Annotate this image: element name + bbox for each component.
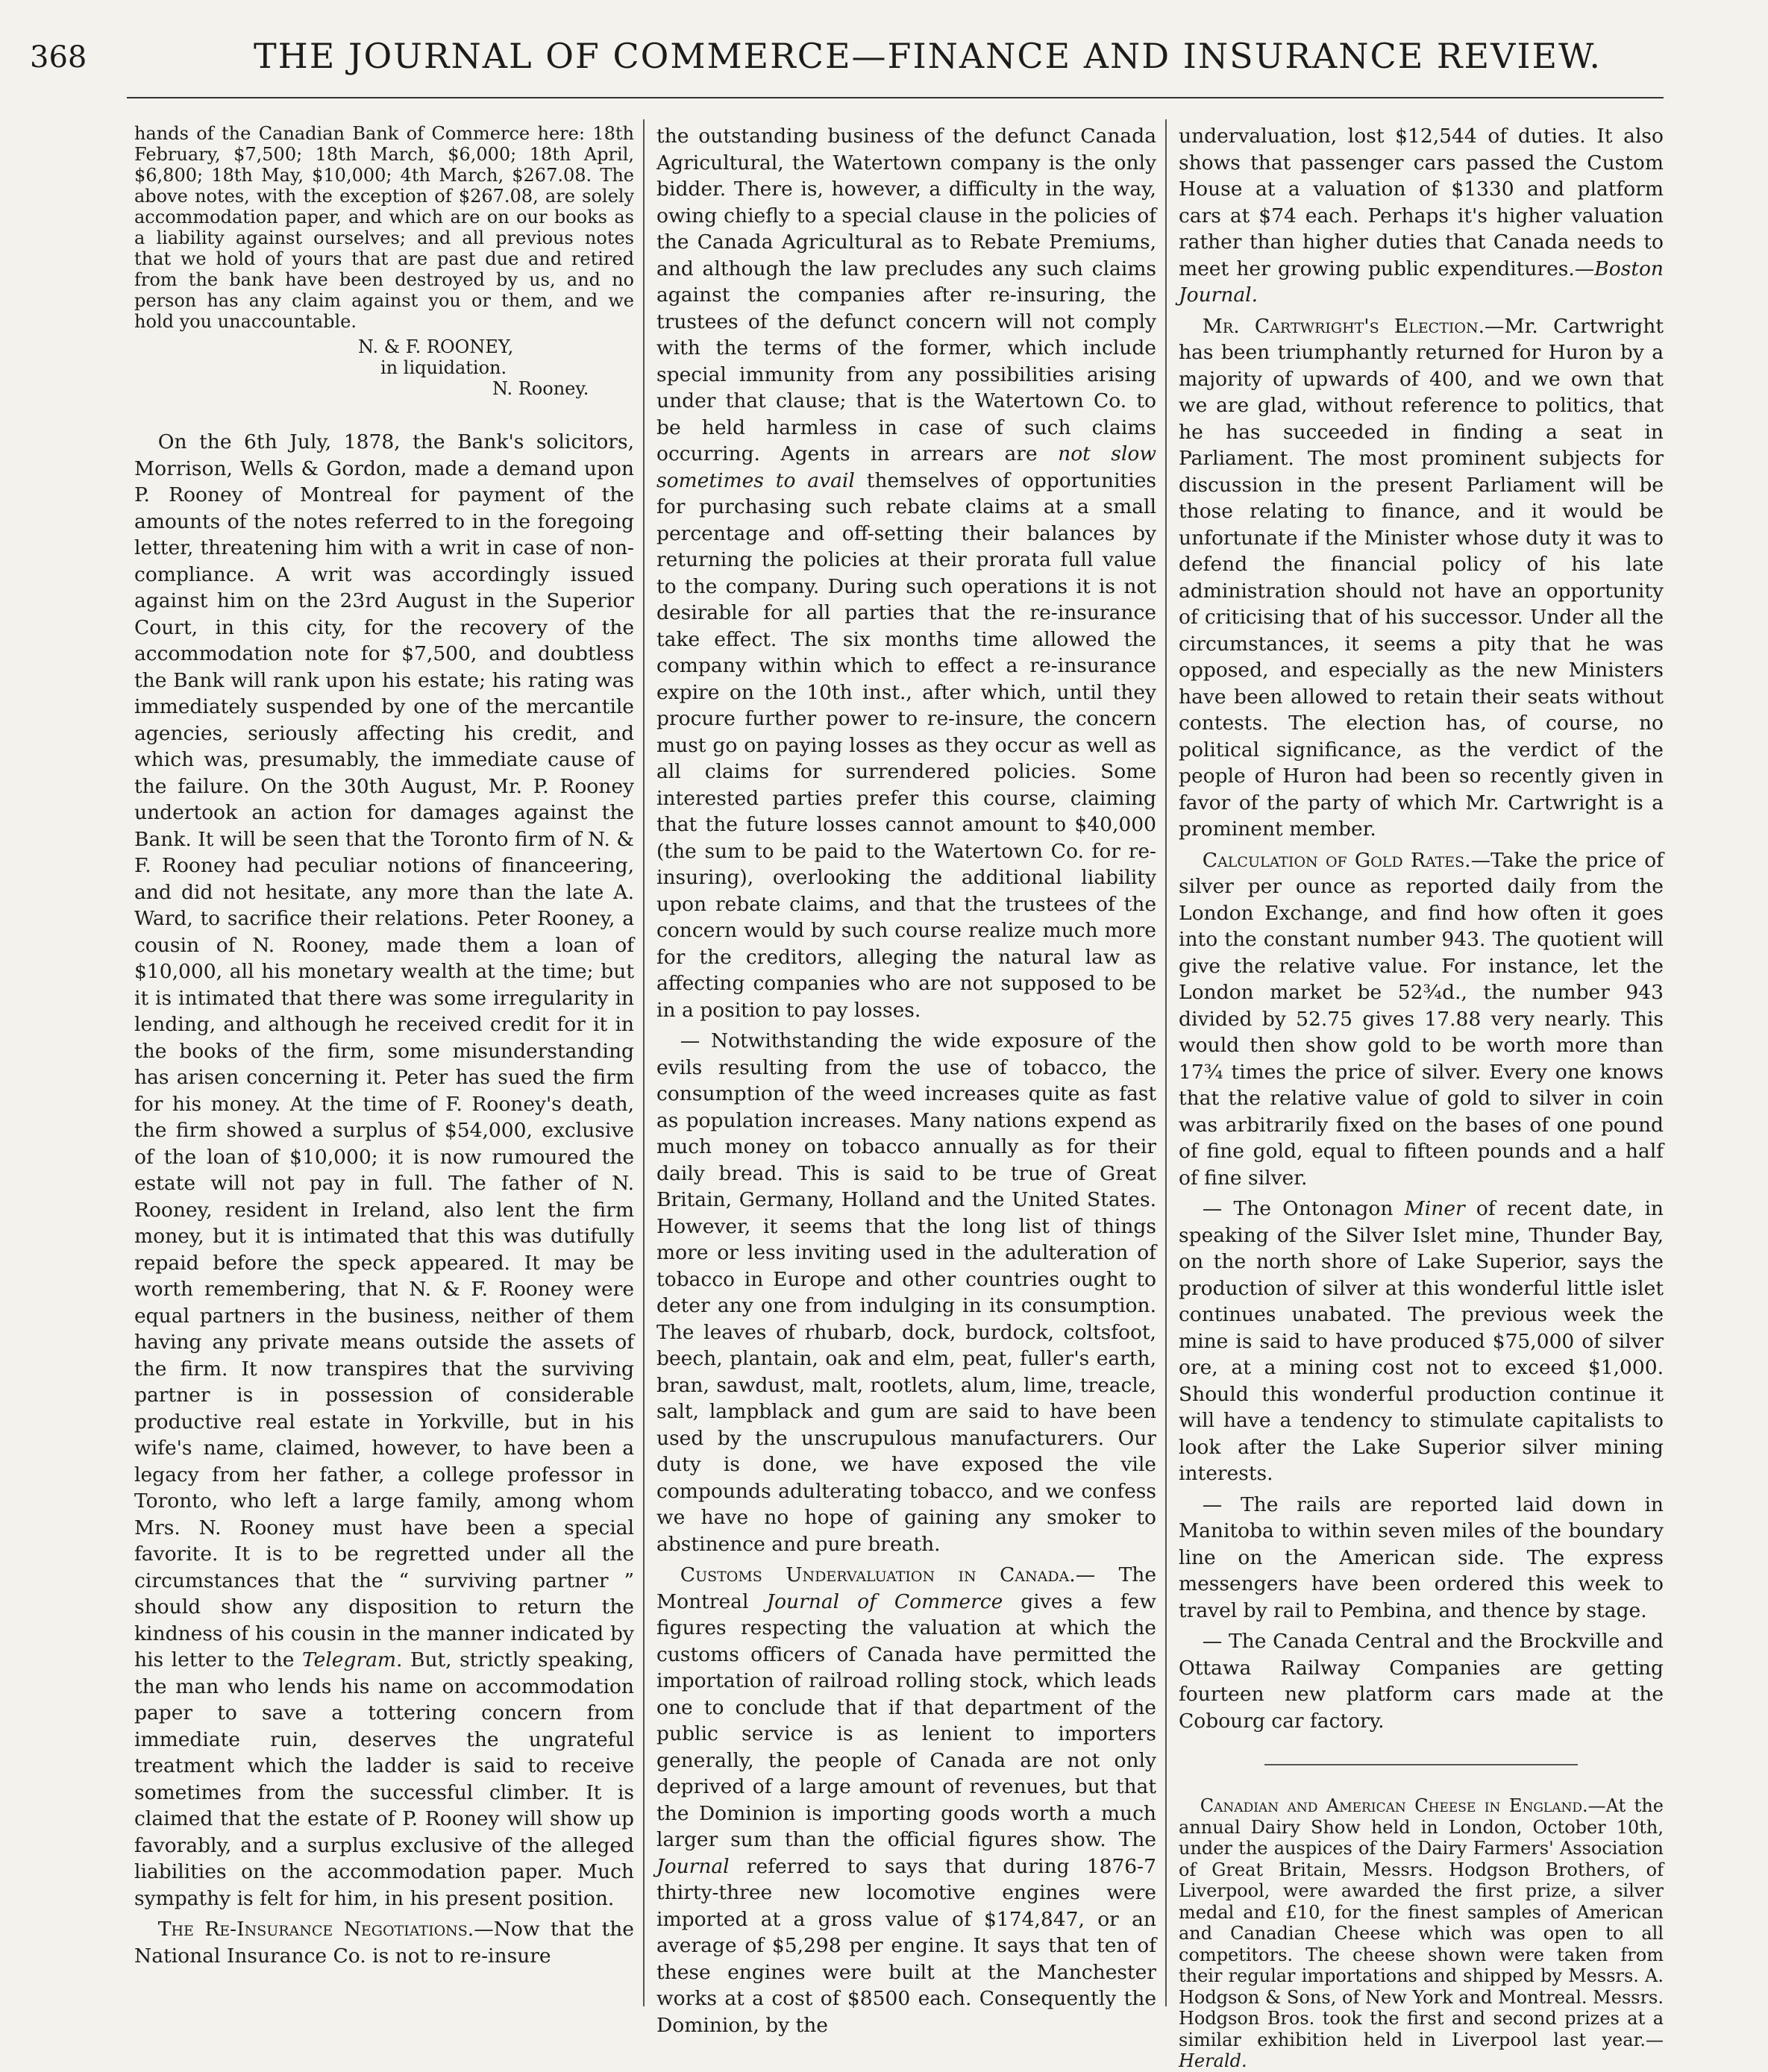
article-heading: Customs Undervaluation in Canada. (680, 1563, 1076, 1586)
article-paragraph (656, 123, 1156, 1023)
signature-firm: N. & F. ROONEY, (358, 336, 514, 357)
signature-liquidation: in liquidation. (380, 357, 507, 378)
paragraph-text: — The Montreal (656, 1563, 1156, 1613)
paragraph-text: —Take the price of silver per ounce as reported daily from the London Exchange, and find how often it goes into the constant number 943. The quotient will give the relative value. For instance, let the London market be 52¾d., the number 943 divided by 52.75 gives 17.88 very nearly. This would then show gold to be worth more than 17¾ times the price of silver. Every one knows that the relative value of gold to silver in coin was arbitrarily fixed on the bases of one pound of fine gold, equal to fifteen pounds and a half of fine silver. (1179, 848, 1664, 1190)
column-separator (1165, 119, 1167, 2006)
article-paragraph (134, 429, 634, 1912)
article-heading: The Re-Insurance Negotiations. (157, 1918, 474, 1941)
paragraph-text: — The Ontonagon (1202, 1197, 1394, 1220)
column-1 (134, 123, 634, 2040)
paragraph-text: themselves of opportunities for purchasing such rebate claims at a small percentage and off-setting their balances by returning the policies at their prorata full value to the company. During such operations it is not desirable for all parties that the re-insurance take effect. The six months time allowed the company within which to effect a re-insurance expire on the 10th inst., after which, until they procure further power to re-insure, the concern must go on paying losses as they occur as well as all claims for surrendered policies. Some interested parties prefer this course, claiming that the future losses cannot amount to $40,000 (the sum to be paid to the Watertown Co. for re-insuring), overlooking the additional liability upon rebate claims, and that the trustees of the concern would by such course realize much more for the creditors, alleging the natural law as affecting companies who are not supposed to be in a position to pay losses. (656, 468, 1156, 1022)
publication-name: Miner (1404, 1197, 1465, 1220)
publication-name: Journal (656, 1854, 730, 1878)
paragraph-text: —Now that the National Insurance Co. is not to re-insure (134, 1918, 634, 1968)
paragraph-text: —At the annual Dairy Show held in London, October 10th, under the auspices of the Dairy Farmers' Association of Great Britain, Messrs. Hodgson Brothers, of Liverpool, were awarded the first prize, a silver medal and £10, for the finest samples of American and Canadian Cheese which was open to all competitors. The cheese shown were taken from their regular importations and shipped by Messrs. A. Hodgson & Sons, of New York and Montreal. Messrs. Hodgson Bros. took the first and second prizes at a similar exhibition held in Liverpool last year.— (1179, 1795, 1664, 2050)
article-paragraph (1179, 1196, 1664, 1487)
paragraph-text: gives a few figures respecting the valuation at which the customs officers of Canada have permitted the importation of railroad rolling stock, which leads one to conclude that if that department of the public service is as lenient to importers generally, the people of Canada are not only deprived of a large amount of revenues, but that the Dominion is importing goods worth a much larger sum than the official figures show. The (656, 1589, 1156, 1851)
journal-title: THE JOURNAL OF COMMERCE—FINANCE AND INSURANCE REVIEW. (254, 36, 1602, 76)
letter-signature (134, 336, 634, 399)
article-paragraph: — The Canada Central and the Brockville and Ottawa Railway Companies are getting fourteen new platform cars made at the Cobourg car factory. (1179, 1630, 1664, 1733)
publication-name: Herald. (1179, 2050, 1247, 2071)
article-paragraph (656, 1562, 1156, 2038)
section-divider (1264, 1764, 1578, 1765)
column-separator (643, 119, 645, 2006)
article-paragraph (1179, 123, 1664, 309)
paragraph-text: . But, strictly speaking, the man who lends his name on accommodation paper to save a tottering concern from immediate ruin, deserves the ungrateful treatment which the ladder is said to receive sometimes from the successful climber. It is claimed that the estate of P. Rooney will show up favorably, and a surplus exclusive of the alleged liabilities on the accommodation paper. Much sympathy is felt for him, in his present position. (134, 1648, 634, 1910)
article-heading: Calculation of Gold Rates. (1202, 848, 1471, 872)
page-number: 368 (30, 40, 87, 75)
publication-name: Telegram (302, 1648, 397, 1671)
column-3 (1179, 123, 1664, 2071)
publication-name: Journal of Commerce (766, 1589, 1003, 1613)
article-paragraph (1179, 847, 1664, 1192)
article-heading: Mr. Cartwright's Election. (1202, 314, 1485, 338)
emphasis-text: not slow sometimes to avail (656, 442, 1156, 492)
column-2 (656, 123, 1156, 2040)
article-heading: Canadian and American Cheese in England. (1200, 1795, 1588, 1816)
publication-name: Boston Journal. (1179, 257, 1664, 307)
paragraph-text: the outstanding business of the defunct Canada Agricultural, the Watertown company is the only bidder. There is, however, a difficulty in the way, owing chiefly to a special clause in the policies of the Canada Agricultural as to Rebate Premiums, and although the law precludes any such claims against the companies after re-insuring, the trustees of the defunct concern will not comply with the terms of the former, which include special immunity from any possibilities arising under that clause; that is the Watertown Co. to be held harmless in case of such claims occurring. Agents in arrears are (656, 125, 1156, 465)
paragraph-text: undervaluation, lost $12,544 of duties. It also shows that passenger cars passed the Custom House at a valuation of $1330 and platform cars at $74 each. Perhaps it's higher valuation rather than higher duties that Canada needs to meet her growing public expenditures.— (1179, 125, 1664, 280)
paragraph-text: referred to says that during 1876-7 thirty-three new locomotive engines were imported at a gross value of $174,847, or an average of $5,298 per engine. It says that ten of these engines were built at the Manchester works at a cost of $8500 each. Consequently the Dominion, by the (656, 1854, 1156, 2037)
letter-text: hands of the Canadian Bank of Commerce here: 18th February, $7,500; 18th March, $6,000; 18th April, $6,800; 18th May, $10,000; 4th March, $267.08. The above notes, with the exception of $267.08, are solely accommodation paper, and which are on our books as a liability against ourselves; and all previous notes that we hold of yours that are past due and retired from the bank have been destroyed by us, and no person has any claim against you or them, and we hold you unaccountable. (134, 123, 634, 332)
article-paragraph: — Notwithstanding the wide exposure of the evils resulting from the use of tobacco, the consumption of the weed increases quite as fast as population increases. Many nations expend as much money on tobacco annually as for their daily bread. This is said to be true of Great Britain, Germany, Holland and the United States. However, it seems that the long list of things more or less inviting used in the adulteration of tobacco in Europe and other countries ought to deter any one from indulging in its consumption. The leaves of rhubarb, dock, burdock, coltsfoot, beech, plantain, oak and elm, peat, fuller's earth, bran, sawdust, malt, rootlets, alum, lime, treacle, salt, lampblack and gum are said to have been used by the unscrupulous manufacturers. Our duty is done, we have exposed the vile compounds adulterating tobacco, and we confess we have no hope of gaining any smoker to abstinence and pure breath. (656, 1029, 1156, 1556)
article-paragraph (134, 1916, 634, 1969)
article-paragraph (1179, 1795, 1664, 2072)
header-rule (127, 97, 1664, 98)
signature-name: N. Rooney. (492, 378, 589, 399)
paragraph-text: On the 6th July, 1878, the Bank's solicitors, Morrison, Wells & Gordon, made a demand upon P. Rooney of Montreal for payment of the amounts of the notes referred to in the foregoing letter, threatening him with a writ in case of non-compliance. A writ was accordingly issued against him on the 23rd August in the Superior Court, in this city, for the recovery of the accommodation note for $7,500, and doubtless the Bank will rank upon his estate; his rating was immediately suspended by one of the mercantile agencies, seriously affecting his credit, and which was, presumably, the immediate cause of the failure. On the 30th August, Mr. P. Rooney undertook an action for damages against the Bank. It will be seen that the Toronto firm of N. & F. Rooney had peculiar notions of financeering, and did not hesitate, any more than the late A. Ward, to sacrifice their relations. Peter Rooney, a cousin of N. Rooney, made them a loan of $10,000, all his monetary wealth at the time; but it is intimated that there was some irregularity in lending, and although he received credit for it in the books of the firm, some misunderstanding has arisen concerning it. Peter has sued the firm for his money. At the time of F. Rooney's death, the firm showed a surplus of $54,000, exclusive of the loan of $10,000; it is now rumoured the estate will not pay in full. The father of N. Rooney, resident in Ireland, also lent the firm money, but it is intimated that this was dutifully repaid before the speck appeared. It may be worth remembering, that N. & F. Rooney were equal partners in the business, neither of them having any private means outside the assets of the firm. It now transpires that the surviving partner is in possession of considerable productive real estate in Yorkville, but in his wife's name, claimed, however, to have been a legacy from her father, a college professor in Toronto, who left a large family, among whom Mrs. N. Rooney must have been a special favorite. It is to be regretted under all the circumstances that the “ surviving partner ” should show any disposition to return the kindness of his cousin in the manner indicated by his letter to the (134, 430, 634, 1671)
paragraph-text: —Mr. Cartwright has been triumphantly returned for Huron by a majority of upwards of 400, and we own that we are glad, without reference to politics, that he has succeeded in finding a seat in Parliament. The most prominent subjects for discussion in the present Parliament will be those relating to finance, and it would be unfortunate if the Minister whose duty it was to defend the financial policy of his late administration should not have an opportunity of criticising that of his successor. Under all the circumstances, it seems a pity that he was opposed, and especially as the new Ministers have been allowed to retain their seats without contests. The election has, of course, no political significance, as the verdict of the people of Huron had been so recently given in favor of the party of which Mr. Cartwright is a prominent member. (1179, 314, 1664, 841)
article-paragraph: — The rails are reported laid down in Manitoba to within seven miles of the boundary line on the American side. The express messengers have been ordered this week to travel by rail to Pembina, and thence by stage. (1179, 1492, 1664, 1622)
article-paragraph (1179, 313, 1664, 843)
paragraph-text: of recent date, in speaking of the Silver Islet mine, Thunder Bay, on the north shore of Lake Superior, says the production of silver at this wonderful little islet continues unabated. The previous week the mine is said to have produced $75,000 of silver ore, at a mining cost not to exceed $1,000. Should this wonderful production continue it will have a tendency to stimulate capitalists to look after the Lake Superior silver mining interests. (1179, 1197, 1664, 1485)
